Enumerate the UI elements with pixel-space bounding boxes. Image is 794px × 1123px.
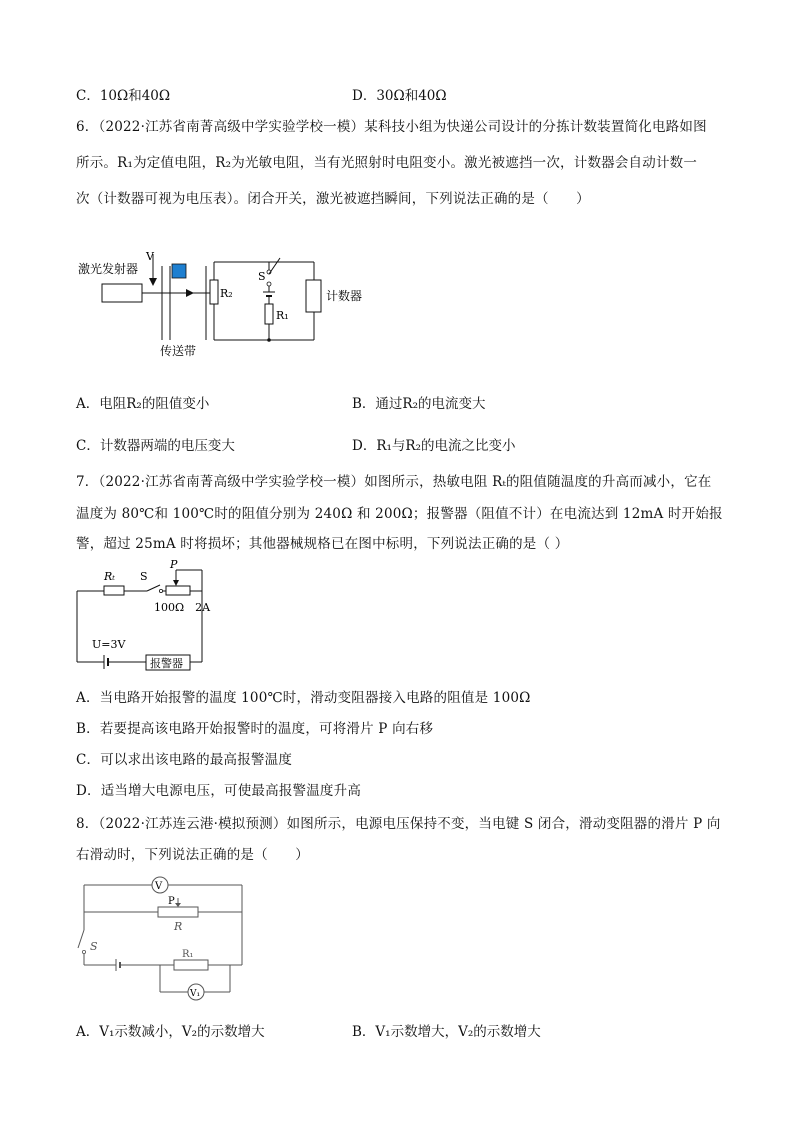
s-label: S	[258, 270, 266, 283]
v-top-label: V	[155, 881, 163, 892]
q8-stem-line1: 8．（2022·江苏连云港·模拟预测）如图所示，电源电压保持不变，当电键 S 闭合，滑动变阻器的滑片 P 向	[76, 816, 721, 832]
q8-option-b: B．V₁示数增大，V₂的示数增大	[352, 1024, 541, 1040]
q6-option-d: D．R₁与R₂的电流之比变小	[352, 438, 516, 454]
s-label: S	[90, 940, 98, 953]
q7-option-b: B．若要提高该电路开始报警时的温度，可将滑片 P 向右移	[76, 721, 434, 737]
r2-resistor	[210, 280, 218, 304]
q7-stem-line3: 警，超过 25mA 时将损坏；其他器械规格已在图中标明，下列说法正确的是（ ）	[76, 536, 569, 552]
q7-option-c: C．可以求出该电路的最高报警温度	[76, 752, 293, 768]
q7-circuit-figure	[74, 556, 224, 672]
laser-emitter-label: 激光发射器	[78, 262, 139, 276]
switch-s	[269, 258, 280, 274]
r1-label: R₁	[276, 309, 289, 322]
rt-resistor	[104, 586, 124, 595]
laser-emitter	[102, 284, 142, 302]
switch-s	[147, 585, 160, 591]
q7-stem-line1: 7．（2022·江苏省南菁高级中学实验学校一模）如图所示，热敏电阻 Rₜ的阻值随温度的升高而减小，它在	[76, 474, 712, 490]
rheostat	[166, 586, 190, 595]
q6-option-c: C．计数器两端的电压变大	[76, 438, 235, 454]
r1-resistor	[265, 304, 273, 324]
alarm-label: 报警器	[150, 657, 183, 670]
v1-label: V₁	[190, 989, 201, 999]
p-label: P	[170, 558, 178, 571]
switch-s	[78, 930, 84, 948]
voltage-label: U=3V	[92, 638, 126, 651]
q6-stem-line1: 6．（2022·江苏省南菁高级中学实验学校一模）某科技小组为快递公司设计的分拣计数装置简化电路如图	[76, 119, 707, 135]
rt-label: Rₜ	[104, 570, 115, 583]
r2-label: R₂	[220, 287, 233, 300]
q5-option-c: C．10Ω和40Ω	[76, 88, 171, 104]
q8-circuit-figure	[74, 872, 249, 1008]
q5-option-d: D．30Ω和40Ω	[352, 88, 447, 104]
q6-stem-line2: 所示。R₁为定值电阻，R₂为光敏电阻，当有光照射时电阻变小。激光被遮挡一次，计数器会自动计数一	[76, 155, 698, 171]
v-arrow-head-icon	[149, 278, 157, 286]
q6-stem-line3: 次（计数器可视为电压表）。闭合开关，激光被遮挡瞬间，下列说法正确的是（ ）	[76, 191, 590, 207]
r1-label: R₁	[182, 949, 194, 960]
r-label: R	[174, 920, 183, 933]
q8-stem-line2: 右滑动时，下列说法正确的是（ ）	[76, 847, 309, 863]
s-label: S	[140, 570, 148, 583]
q7-option-d: D．适当增大电源电压，可使最高报警温度升高	[76, 783, 362, 799]
q6-option-a: A．电阻R₂的阻值变小	[76, 396, 210, 412]
counter-box	[306, 280, 321, 312]
beam-arrow-icon	[186, 289, 194, 297]
belt-label: 传送带	[160, 344, 197, 358]
slider-arrow-icon	[175, 903, 181, 907]
rheostat-spec: 100Ω 2A	[154, 601, 211, 614]
package-box	[172, 264, 186, 278]
rheostat-r	[158, 907, 198, 917]
slider-arrow-icon	[173, 580, 179, 586]
q6-circuit-figure	[74, 240, 374, 365]
q7-option-a: A．当电路开始报警的温度 100℃时，滑动变阻器接入电路的阻值是 100Ω	[76, 690, 531, 706]
v-label: V	[146, 250, 154, 263]
q8-option-a: A．V₁示数减小，V₂的示数增大	[76, 1024, 265, 1040]
p-label: P	[168, 896, 175, 907]
r1-resistor	[174, 960, 208, 970]
q6-option-b: B．通过R₂的电流变大	[352, 396, 486, 412]
counter-label: 计数器	[326, 289, 363, 303]
q7-stem-line2: 温度为 80℃和 100℃时的阻值分别为 240Ω 和 200Ω；报警器（阻值不计）在电流达到 12mA 时开始报	[76, 506, 723, 522]
